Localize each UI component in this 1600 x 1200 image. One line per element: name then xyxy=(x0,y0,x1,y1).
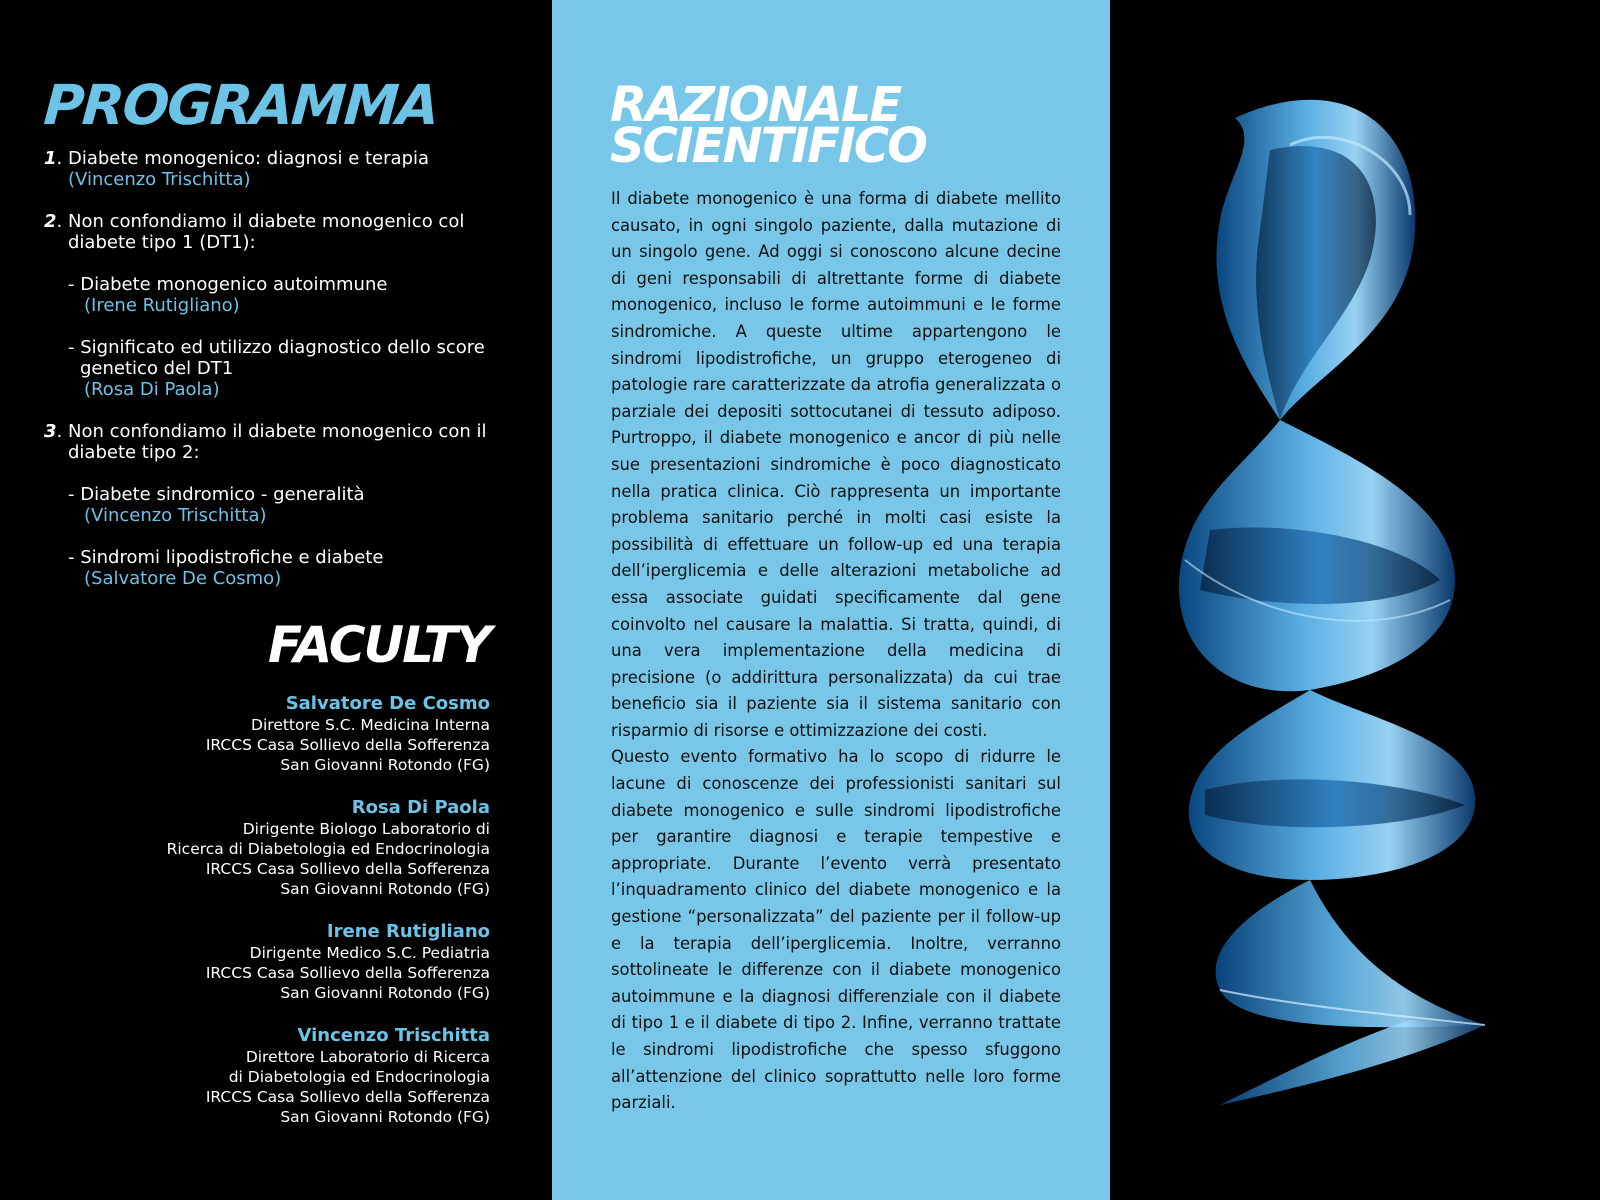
razionale-title-line1: RAZIONALE xyxy=(610,77,901,133)
razionale-body xyxy=(611,186,1061,1117)
member-name: Vincenzo Trischitta xyxy=(297,1025,490,1046)
programma-item-1: 1. Diabete monogenico: diagnosi e terapia (Vincenzo Trischitta) xyxy=(44,148,524,190)
faculty-member xyxy=(50,797,490,899)
programma-title: PROGRAMMA xyxy=(41,73,440,137)
dna-helix-icon xyxy=(1110,0,1600,1200)
item-number: 2 xyxy=(44,211,57,232)
item-text-cont: diabete tipo 2: xyxy=(68,442,200,463)
subitem-speaker: (Irene Rutigliano) xyxy=(84,295,240,316)
member-name: Salvatore De Cosmo xyxy=(285,693,490,714)
member-institute: IRCCS Casa Sollievo della Sofferenza xyxy=(205,860,490,878)
item-speaker: (Vincenzo Trischitta) xyxy=(68,169,251,190)
faculty-member xyxy=(50,921,490,1003)
middle-panel xyxy=(552,0,1110,1200)
member-institute: IRCCS Casa Sollievo della Sofferenza xyxy=(205,964,490,982)
member-role-cont: Ricerca di Diabetologia ed Endocrinologia xyxy=(166,840,490,858)
faculty-member xyxy=(50,693,490,775)
subitem-speaker: (Rosa Di Paola) xyxy=(84,379,220,400)
item-number: 1 xyxy=(44,148,57,169)
subitem xyxy=(44,274,524,316)
item-text: Diabete monogenico: diagnosi e terapia xyxy=(67,148,430,169)
member-role-cont: di Diabetologia ed Endocrinologia xyxy=(228,1068,490,1086)
member-city: San Giovanni Rotondo (FG) xyxy=(280,1108,490,1126)
razionale-title-line2: SCIENTIFICO xyxy=(610,118,926,174)
programma-item-3: 3. Non confondiamo il diabete monogenico con il diabete tipo 2: - Diabete sindromico - generalità (Vincenzo Trischitta) - Sindromi lipodistrofiche e diabete (Salvatore De Cosmo) xyxy=(44,421,524,589)
member-city: San Giovanni Rotondo (FG) xyxy=(280,880,490,898)
member-institute: IRCCS Casa Sollievo della Sofferenza xyxy=(205,736,490,754)
programma-item-2: 2. Non confondiamo il diabete monogenico col diabete tipo 1 (DT1): - Diabete monogenico autoimmune (Irene Rutigliano) - Significato ed utilizzo diagnostico dello score genetico del DT1 (Rosa Di Paola) xyxy=(44,211,524,400)
razionale-paragraph-2: Questo evento formativo ha lo scopo di ridurre le lacune di conoscenze dei professionisti sanitari sul diabete monogenico e sulle sindromi lipodistrofiche per garantire diagnosi e terapie tempestive e appropriate. Durante l’evento verrà presentato l’inquadramento clinico del diabete monogenico e la gestione “personalizzata” del paziente per il follow-up e la terapia dell’iperglicemia. Inoltre, verranno sottolineate le differenze con il diabete monogenico autoimmune e la diagnosi differenziale con il diabete di tipo 1 e il diabete di tipo 2. Infine, verranno trattate le sindromi lipodistrofiche che spesso sfuggono all’attenzione del clinico soprattutto nelle loro forme parziali. xyxy=(611,747,1061,1113)
subitem-text: - Diabete sindromico - generalità xyxy=(68,484,365,505)
subitem-text: - Sindromi lipodistrofiche e diabete xyxy=(68,547,384,568)
item-text: Non confondiamo il diabete monogenico con il xyxy=(67,421,487,442)
item-text: Non confondiamo il diabete monogenico col xyxy=(67,211,465,232)
faculty-member xyxy=(50,1025,490,1127)
subitem-text: - Diabete monogenico autoimmune xyxy=(68,274,388,295)
subitem xyxy=(44,337,524,400)
subitem-text: - Significato ed utilizzo diagnostico dello score xyxy=(68,337,485,358)
member-role: Dirigente Medico S.C. Pediatria xyxy=(249,944,490,962)
member-name: Rosa Di Paola xyxy=(351,797,490,818)
member-city: San Giovanni Rotondo (FG) xyxy=(280,756,490,774)
member-city: San Giovanni Rotondo (FG) xyxy=(280,984,490,1002)
faculty-title: FACULTY xyxy=(267,616,490,674)
subitem-speaker: (Vincenzo Trischitta) xyxy=(84,505,267,526)
member-name: Irene Rutigliano xyxy=(326,921,490,942)
member-role: Direttore S.C. Medicina Interna xyxy=(251,716,490,734)
razionale-paragraph-1: Il diabete monogenico è una forma di diabete mellito causato, in ogni singolo paziente, dalla mutazione di un singolo gene. Ad oggi si conoscono alcune decine di geni responsabili di altrettante forme di diabete monogenico, incluso le forme autoimmuni e le forme sindromiche. A queste ultime appartengono le sindromi lipodistrofiche, un gruppo eterogeneo di patologie rare caratterizzate da atrofia generalizzata o parziale dei depositi sottocutanei di tessuto adiposo. Purtroppo, il diabete monogenico e ancor di più nelle sue presentazioni sindromiche è poco diagnosticato nella pratica clinica. Ciò rappresenta un importante problema sanitario perché in molti casi esiste la possibilità di effettuare un follow-up ed una terapia dell’iperglicemia e delle alterazioni metaboliche ad essa associate guidati specificamente dal gene coinvolto nel causare la malattia. Si tratta, quindi, di una vera implementazione della medicina di precisione (o addirittura personalizzata) da cui trae beneficio sia il paziente sia il sistema sanitario con risparmio di risorse e ottimizzazione dei costi. xyxy=(611,189,1061,740)
razionale-title xyxy=(610,77,926,174)
member-role: Direttore Laboratorio di Ricerca xyxy=(245,1048,490,1066)
programma-list xyxy=(44,148,524,610)
subitem-text-cont: genetico del DT1 xyxy=(80,358,234,379)
left-panel xyxy=(0,0,552,1200)
image-panel xyxy=(1110,0,1600,1200)
item-text-cont: diabete tipo 1 (DT1): xyxy=(68,232,256,253)
member-institute: IRCCS Casa Sollievo della Sofferenza xyxy=(205,1088,490,1106)
member-role: Dirigente Biologo Laboratorio di xyxy=(242,820,490,838)
item-number: 3 xyxy=(44,421,57,442)
subitem-speaker: (Salvatore De Cosmo) xyxy=(84,568,282,589)
subitem xyxy=(44,547,524,589)
faculty-list xyxy=(50,693,490,1149)
subitem xyxy=(44,484,524,526)
